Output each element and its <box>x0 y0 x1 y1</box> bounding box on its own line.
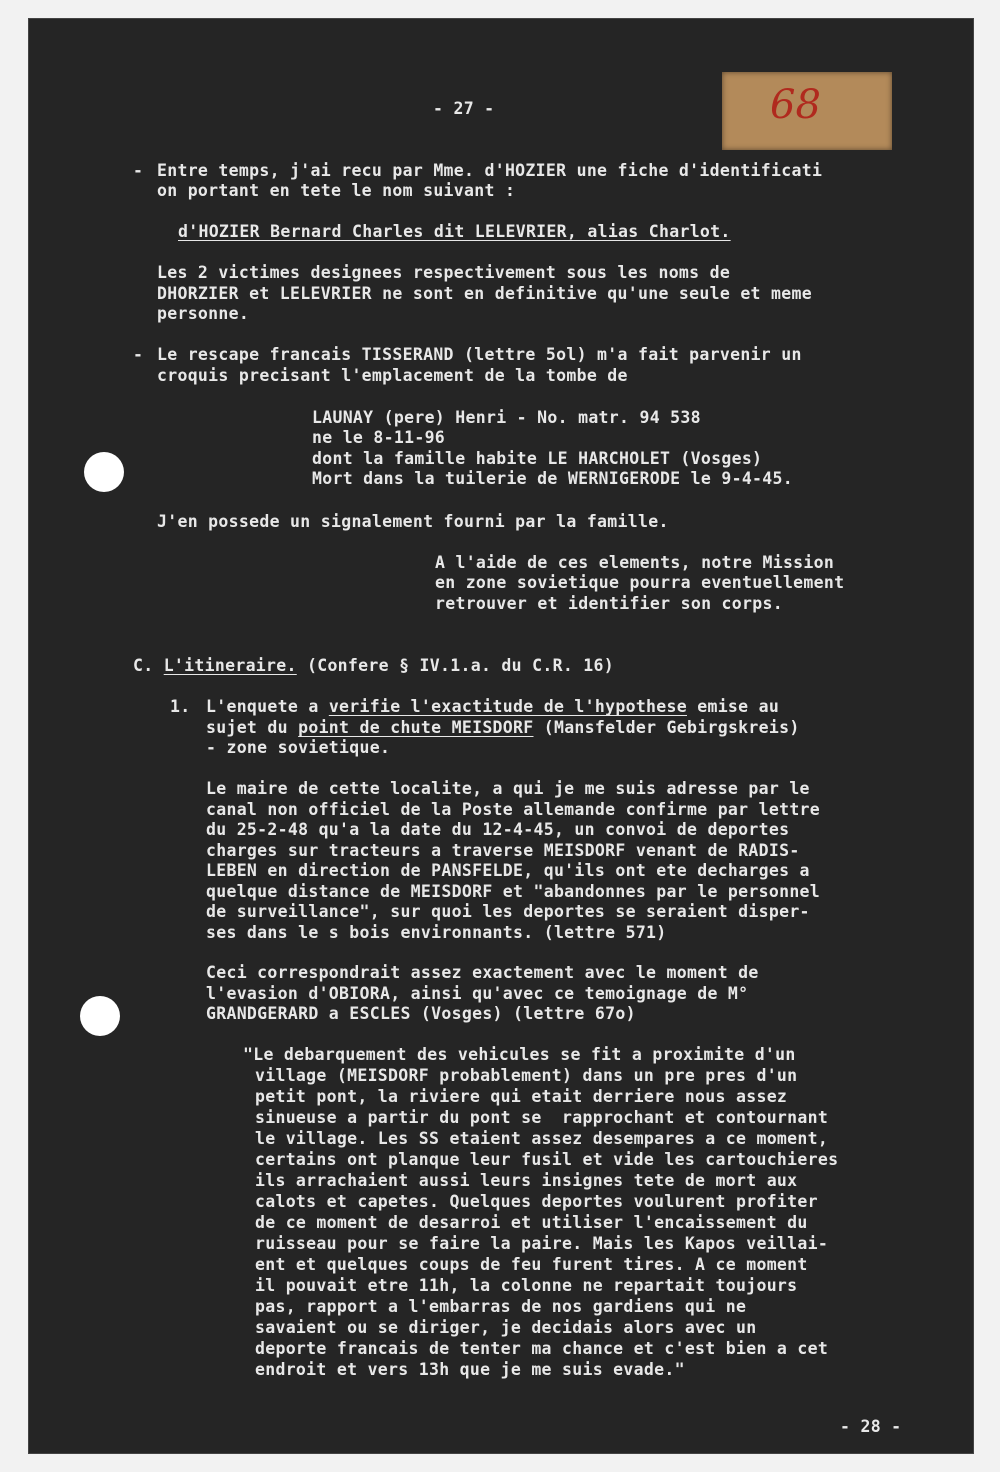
item-number: 1. <box>170 697 191 716</box>
punch-hole <box>80 996 120 1036</box>
section-letter: C. <box>133 656 154 675</box>
section-title: L'itineraire. <box>163 656 297 675</box>
paragraph-line: J'en possede un signalement fourni par la famille. <box>157 512 669 531</box>
quote-line: le village. Les SS etaient assez desempares a ce moment, <box>255 1129 829 1148</box>
stamp-number: 68 <box>770 82 821 128</box>
quote-line: ent et quelques coups de feu furent tires. A ce moment <box>255 1255 808 1274</box>
paragraph-line: Le rescape francais TISSERAND (lettre 5ol) m'a fait parvenir un <box>157 345 802 364</box>
text-span: emise au <box>687 697 780 716</box>
quote-line: "Le debarquement des vehicules se fit a proximite d'un <box>243 1045 796 1064</box>
text-span: L'enquete a <box>206 697 329 716</box>
underlined-text: point de chute MEISDORF <box>298 718 534 737</box>
paragraph-line: LEBEN en direction de PANSFELDE, qu'ils ont ete decharges a <box>206 861 810 880</box>
paragraph-line: charges sur tracteurs a traverse MEISDORF venant de RADIS- <box>206 841 800 860</box>
person-line: LAUNAY (pere) Henri - No. matr. 94 538 <box>312 408 701 427</box>
mission-line: A l'aide de ces elements, notre Mission <box>435 553 835 572</box>
quote-line: il pouvait etre 11h, la colonne ne repartait toujours <box>255 1276 798 1295</box>
quote-line: savaient ou se diriger, je decidais alors avec un <box>255 1318 757 1337</box>
quote-line: pas, rapport a l'embarras de nos gardiens qui ne <box>255 1297 747 1316</box>
person-line: ne le 8-11-96 <box>312 428 446 447</box>
paragraph-line: GRANDGERARD a ESCLES (Vosges) (lettre 67o) <box>206 1004 636 1023</box>
text-span: sujet du <box>206 718 299 737</box>
identified-name-line: d'HOZIER Bernard Charles dit LELEVRIER, alias Charlot. <box>178 222 731 241</box>
mission-line: retrouver et identifier son corps. <box>435 594 783 613</box>
quote-line: certains ont planque leur fusil et vide les cartouchieres <box>255 1150 839 1169</box>
archive-number-stamp <box>722 72 892 150</box>
paragraph-line: canal non officiel de la Poste allemande confirme par lettre <box>206 800 821 819</box>
section-heading <box>133 656 614 677</box>
paragraph-line: personne. <box>157 304 250 323</box>
quote-line: ils arrachaient aussi leurs insignes tete de mort aux <box>255 1171 798 1190</box>
person-line: Mort dans la tuilerie de WERNIGERODE le 9-4-45. <box>312 469 793 488</box>
quote-line: endroit et vers 13h que je me suis evade." <box>255 1360 685 1379</box>
paragraph-line: Ceci correspondrait assez exactement avec le moment de <box>206 963 759 982</box>
paragraph-line: croquis precisant l'emplacement de la tombe de <box>157 366 628 385</box>
paragraph-line <box>206 697 779 718</box>
paragraph-line: quelque distance de MEISDORF et "abandonnes par le personnel <box>206 882 821 901</box>
paragraph-line: DHORZIER et LELEVRIER ne sont en definitive qu'une seule et meme <box>157 284 812 303</box>
quote-line: sinueuse a partir du pont se rapprochant et contournant <box>255 1108 829 1127</box>
paragraph-line: Entre temps, j'ai recu par Mme. d'HOZIER une fiche d'identificati <box>157 161 823 180</box>
text-span: (Mansfelder Gebirgskreis) <box>533 718 800 737</box>
paragraph-line: Le maire de cette localite, a qui je me suis adresse par le <box>206 779 810 798</box>
quote-line: de ce moment de desarroi et utiliser l'encaissement du <box>255 1213 808 1232</box>
paragraph-line: ses dans le s bois environnants. (lettre 571) <box>206 923 667 942</box>
paragraph-line: Les 2 victimes designees respectivement sous les noms de <box>157 263 731 282</box>
paragraph-line: du 25-2-48 qu'a la date du 12-4-45, un convoi de deportes <box>206 820 790 839</box>
punch-hole <box>84 452 124 492</box>
page-number-bottom: - 28 - <box>840 1417 902 1436</box>
underlined-text: verifie l'exactitude de l'hypothese <box>328 697 687 716</box>
paragraph-line <box>206 718 800 739</box>
mission-line: en zone sovietique pourra eventuellement <box>435 573 845 592</box>
page-number-top: - 27 - <box>433 99 495 118</box>
dash-bullet: - <box>133 161 143 180</box>
quote-line: petit pont, la riviere qui etait derriere nous assez <box>255 1087 788 1106</box>
person-line: dont la famille habite LE HARCHOLET (Vosges) <box>312 449 763 468</box>
paragraph-line: de surveillance", sur quoi les deportes se seraient disper- <box>206 902 810 921</box>
paragraph-line: l'evasion d'OBIORA, ainsi qu'avec ce temoignage de M° <box>206 984 749 1003</box>
section-reference: (Confere § IV.1.a. du C.R. 16) <box>306 656 614 675</box>
paragraph-line: - zone sovietique. <box>206 738 391 757</box>
quote-line: calots et capetes. Quelques deportes voulurent profiter <box>255 1192 818 1211</box>
quote-line: ruisseau pour se faire la paire. Mais les Kapos veillai- <box>255 1234 829 1253</box>
paragraph-line: on portant en tete le nom suivant : <box>157 181 516 200</box>
dash-bullet: - <box>133 345 143 364</box>
quote-line: village (MEISDORF probablement) dans un pre pres d'un <box>255 1066 798 1085</box>
quote-line: deporte francais de tenter ma chance et c'est bien a cet <box>255 1339 829 1358</box>
